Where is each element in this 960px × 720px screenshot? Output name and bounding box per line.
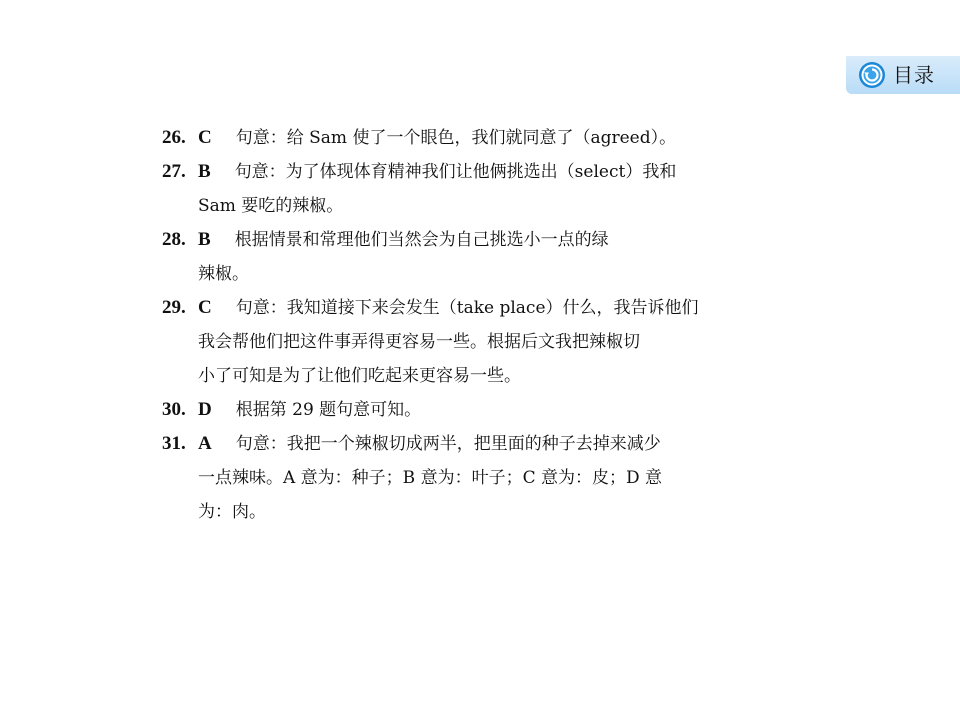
explanation-continuation: 为：肉。	[198, 502, 266, 522]
question-number: 26.	[162, 127, 186, 148]
answer-letter: C	[198, 127, 212, 148]
answer-letter: D	[198, 399, 212, 420]
answer-line	[198, 155, 802, 189]
answer-letter: A	[198, 433, 212, 454]
explanation-text: 句意：为了体现体育精神我们让他俩挑选出（select）我和	[234, 162, 677, 182]
question-number: 27.	[162, 161, 186, 182]
answer-item-29	[162, 291, 802, 393]
question-number: 30.	[162, 399, 186, 420]
question-number: 29.	[162, 297, 186, 318]
answer-item-27	[162, 155, 802, 223]
answer-item-30	[162, 393, 802, 427]
explanation-continuation: Sam 要吃的辣椒。	[198, 196, 344, 216]
explanation-text: 句意：我知道接下来会发生（take place）什么，我告诉他们	[235, 298, 699, 318]
explanation-text: 句意：给 Sam 使了一个眼色，我们就同意了（agreed）。	[235, 128, 677, 148]
answer-item-26	[162, 121, 802, 155]
answer-letter: C	[198, 297, 212, 318]
answer-item-31	[162, 427, 802, 529]
question-number: 28.	[162, 229, 186, 250]
answer-letter: B	[198, 161, 211, 182]
answer-line	[198, 121, 802, 155]
explanation-continuation: 辣椒。	[198, 264, 249, 284]
answer-line	[198, 291, 802, 325]
explanation-continuation: 小了可知是为了让他们吃起来更容易一些。	[198, 366, 521, 386]
refresh-circle-icon	[858, 61, 886, 89]
toc-button[interactable]	[846, 56, 960, 94]
answer-item-28	[162, 223, 802, 291]
explanation-continuation: 一点辣味。A 意为：种子；B 意为：叶子；C 意为：皮；D 意	[198, 468, 663, 488]
toc-label: 目录	[893, 63, 935, 87]
explanation-continuation: 我会帮他们把这件事弄得更容易一些。根据后文我把辣椒切	[198, 332, 640, 352]
question-number: 31.	[162, 433, 186, 454]
answer-letter: B	[198, 229, 211, 250]
explanation-text: 根据情景和常理他们当然会为自己挑选小一点的绿	[234, 230, 609, 250]
answer-line	[198, 427, 802, 461]
explanation-text: 句意：我把一个辣椒切成两半，把里面的种子去掉来减少	[235, 434, 661, 454]
answer-line	[198, 393, 802, 427]
explanation-text: 根据第 29 题句意可知。	[235, 400, 422, 420]
answer-line	[198, 223, 802, 257]
answer-list	[162, 121, 802, 529]
